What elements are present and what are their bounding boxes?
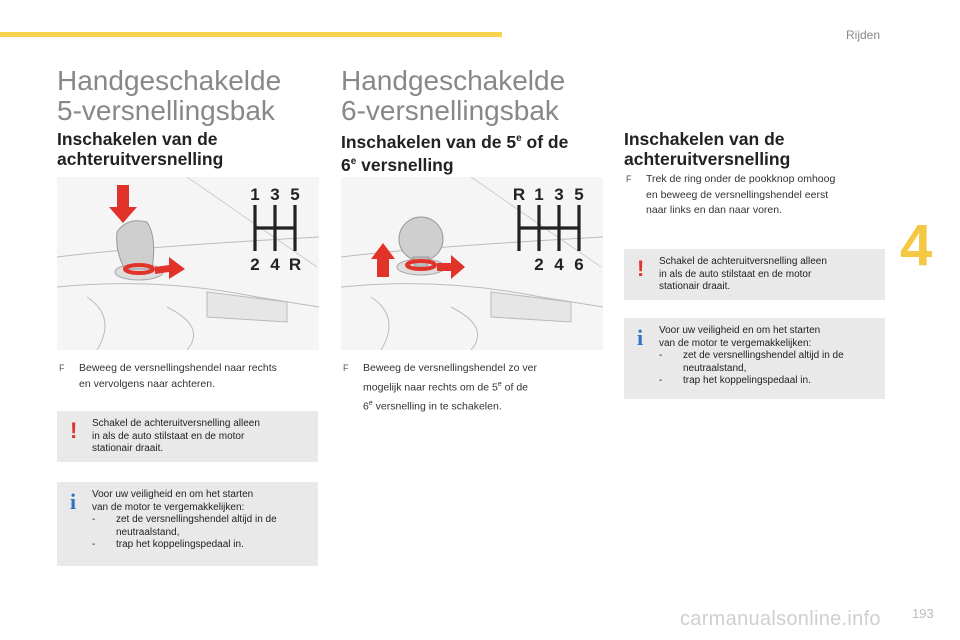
col2-instruction-line3a: 6 bbox=[363, 400, 369, 412]
col1-warning-line: Schakel de achteruitversnelling alleen bbox=[92, 418, 260, 429]
info-icon: i bbox=[70, 489, 77, 514]
warning-icon: ! bbox=[637, 256, 645, 281]
chapter-number: 4 bbox=[900, 213, 933, 278]
list-item-text: zet de versnellingshendel altijd in de neutraalstand, bbox=[683, 350, 844, 374]
col1-gear-label-bottom: R bbox=[288, 255, 302, 274]
col2-instruction-line2a: mogelijk naar rechts om de 5 bbox=[363, 381, 498, 393]
dash-marker: - bbox=[659, 375, 663, 386]
col3-instruction bbox=[626, 172, 888, 219]
col1-instruction bbox=[59, 361, 321, 392]
col1-gear-label-bottom: 2 bbox=[250, 255, 260, 274]
warning-icon: ! bbox=[70, 418, 78, 443]
bullet-marker: F bbox=[343, 363, 349, 373]
col2-title bbox=[341, 66, 565, 126]
col3-instruction-line: naar links en dan naar voren. bbox=[646, 204, 783, 216]
watermark: carmanualsonline.info bbox=[680, 608, 881, 630]
bullet-marker: F bbox=[626, 174, 632, 184]
dash-marker: - bbox=[92, 514, 96, 525]
col1-instruction-line1: Beweeg de versnellingshendel naar rechts bbox=[79, 362, 277, 374]
col3-warning-line: in als de auto stilstaat en de motor bbox=[659, 268, 812, 280]
col2-gear-label-bottom: 4 bbox=[554, 255, 564, 274]
list-item bbox=[659, 375, 877, 388]
col2-instruction-line2b: of de bbox=[501, 381, 529, 393]
col1-info-box bbox=[57, 482, 318, 566]
col3-info-list bbox=[659, 350, 877, 388]
list-item-text: trap het koppelingspedaal in. bbox=[683, 375, 811, 386]
list-item-text: trap het koppelingspedaal in. bbox=[116, 539, 244, 550]
col3-warning-line: Schakel de achteruitversnelling alleen bbox=[659, 256, 827, 267]
list-item-text: zet de versnellingshendel altijd in de neutraalstand, bbox=[116, 514, 277, 538]
section-label: Rijden bbox=[846, 28, 881, 42]
col1-subtitle-line1: Inschakelen van de bbox=[57, 129, 218, 149]
col2-gear-label-bottom: 6 bbox=[574, 255, 584, 274]
info-icon: i bbox=[637, 325, 644, 350]
col3-info-line: Voor uw veiligheid en om het starten bbox=[659, 325, 821, 336]
col1-gear-illustration bbox=[57, 177, 319, 350]
col2-gear-label-top: 3 bbox=[554, 185, 564, 204]
col3-subtitle bbox=[624, 129, 790, 169]
col2-gear-label-bottom: 2 bbox=[534, 255, 544, 274]
col2-title-line1: Handgeschakelde bbox=[341, 65, 566, 96]
col1-gear-label-top: 3 bbox=[270, 185, 280, 204]
top-accent-bar bbox=[0, 32, 502, 37]
col1-gear-label-top: 1 bbox=[250, 185, 260, 204]
col3-subtitle-line2: achteruitversnelling bbox=[624, 149, 791, 169]
col2-gear-label-top: 5 bbox=[574, 185, 584, 204]
col1-title-line1: Handgeschakelde bbox=[57, 65, 282, 96]
col1-warning-box bbox=[57, 411, 318, 462]
col1-subtitle-line2: achteruitversnelling bbox=[57, 149, 224, 169]
superscript: e bbox=[368, 399, 373, 407]
col2-instruction-line3b: versnelling in te schakelen. bbox=[372, 400, 502, 412]
col3-subtitle-line1: Inschakelen van de bbox=[624, 129, 785, 149]
col2-subtitle-line1b: of de bbox=[521, 131, 569, 152]
col2-instruction bbox=[343, 361, 605, 415]
list-item bbox=[92, 539, 310, 552]
col3-instruction-line: en beweeg de versnellingshendel eerst bbox=[646, 188, 829, 201]
col1-subtitle bbox=[57, 129, 223, 169]
col3-info-box bbox=[624, 318, 885, 399]
col1-info-line: van de motor te vergemakkelijken: bbox=[92, 501, 245, 513]
col3-warning-box bbox=[624, 249, 885, 300]
col2-subtitle-line1a: Inschakelen van de 5 bbox=[341, 131, 517, 152]
col1-title bbox=[57, 66, 281, 126]
col2-subtitle bbox=[341, 129, 568, 175]
list-item bbox=[659, 350, 877, 375]
col2-gear-label-top: 1 bbox=[534, 185, 544, 204]
col2-instruction-line1: Beweeg de versnellingshendel zo ver bbox=[363, 362, 537, 374]
col1-warning-line: in als de auto stilstaat en de motor bbox=[92, 430, 245, 442]
col2-gear-illustration bbox=[341, 177, 603, 350]
dash-marker: - bbox=[659, 350, 663, 361]
col2-gear-label-top: R bbox=[512, 185, 526, 204]
superscript: e bbox=[497, 380, 502, 388]
bullet-marker: F bbox=[59, 363, 65, 373]
col3-info-line: van de motor te vergemakkelijken: bbox=[659, 337, 812, 349]
col2-subtitle-line2a: 6 bbox=[341, 154, 351, 175]
superscript: e bbox=[350, 155, 357, 167]
col1-gear-label-bottom: 4 bbox=[270, 255, 280, 274]
col1-gear-label-top: 5 bbox=[290, 185, 300, 204]
col1-instruction-line2: en vervolgens naar achteren. bbox=[79, 377, 216, 390]
col2-title-line2: 6-versnellingsbak bbox=[341, 95, 559, 126]
page-number: 193 bbox=[912, 606, 934, 621]
col3-warning-line: stationair draait. bbox=[659, 281, 731, 292]
dash-marker: - bbox=[92, 539, 96, 550]
col1-title-line2: 5-versnellingsbak bbox=[57, 95, 275, 126]
list-item bbox=[92, 514, 310, 539]
superscript: e bbox=[516, 133, 522, 144]
col1-info-list bbox=[92, 514, 310, 552]
col1-info-line: Voor uw veiligheid en om het starten bbox=[92, 489, 254, 500]
col1-warning-line: stationair draait. bbox=[92, 443, 164, 454]
col2-subtitle-line2b: versnelling bbox=[356, 154, 454, 175]
col3-instruction-line: Trek de ring onder de pookknop omhoog bbox=[646, 173, 836, 185]
